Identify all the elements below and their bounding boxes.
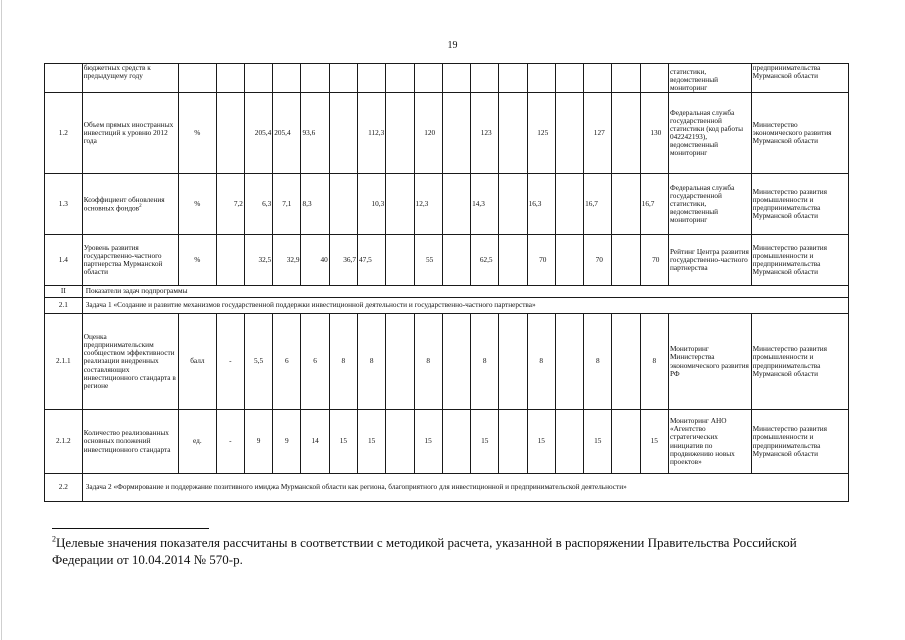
cell-value: 15 (584, 410, 612, 474)
cell-value: 62,5 (471, 235, 499, 286)
cell-value: 205,4 (244, 93, 272, 174)
cell-value: 93,6 (301, 93, 329, 174)
cell-value: 5,5 (244, 314, 272, 410)
footnote-separator (52, 528, 209, 529)
cell-value (329, 93, 357, 174)
cell-num: 2.1.1 (45, 314, 83, 410)
cell-value: - (216, 410, 244, 474)
cell-value: 32,5 (244, 235, 272, 286)
indicators-table (44, 63, 849, 502)
cell-value: 125 (527, 93, 555, 174)
cell-value: 36,7 (329, 235, 357, 286)
cell-value (555, 235, 583, 286)
cell-value: 15 (640, 410, 668, 474)
cell-value (329, 174, 357, 235)
task-title: Задача 2 «Формирование и поддержание позитивного имиджа Мурманской области как региона, благоприятного для инвестиционной и предпринимательской деятельности» (82, 474, 848, 502)
footnote-mark: 2 (52, 534, 56, 544)
cell-indicator-name: бюджетных средств к предыдущему году (82, 64, 178, 93)
cell-value: - (216, 314, 244, 410)
cell-value: 123 (471, 93, 499, 174)
cell-value: 32,9 (273, 235, 301, 286)
cell-unit: % (179, 93, 217, 174)
cell-source: Федеральная служба государственной статистики, ведомственный мониторинг (668, 174, 751, 235)
cell-value: 120 (414, 93, 442, 174)
cell-unit: ед. (179, 410, 217, 474)
footnote-text: Целевые значения показателя рассчитаны в соответствии с методикой расчета, указанной в распоряжении Правительства Российской Федерации от 10.04.2014 № 570-р. (52, 535, 797, 567)
cell-value: 70 (527, 235, 555, 286)
footnote (52, 534, 832, 568)
cell-value (612, 174, 640, 235)
cell-indicator-name: Количество реализованных основных положений инвестиционного стандарта (82, 410, 178, 474)
table-row-1-4 (45, 235, 849, 286)
cell-value: 8 (584, 314, 612, 410)
cell-value: 112,3 (358, 93, 386, 174)
cell-value: 8 (471, 314, 499, 410)
table-row-1-3 (45, 174, 849, 235)
cell-value (216, 235, 244, 286)
cell-value: 70 (640, 235, 668, 286)
cell-value (612, 314, 640, 410)
cell-value: 9 (244, 410, 272, 474)
cell-source: Рейтинг Центра развития государственно-частного партнерства (668, 235, 751, 286)
cell-value (442, 174, 470, 235)
table-row-continuation (45, 64, 849, 93)
cell-value (612, 410, 640, 474)
cell-value: 16,7 (584, 174, 612, 235)
task-row-2-2 (45, 474, 849, 502)
cell-value: 8 (414, 314, 442, 410)
cell-source: Федеральная служба государственной статистики (код работы 042242193), ведомственный мониторинг (668, 93, 751, 174)
table-row-1-2 (45, 93, 849, 174)
cell-value: 14 (301, 410, 329, 474)
cell-value (442, 235, 470, 286)
cell-value: 7,2 (216, 174, 244, 235)
cell-value: 6,3 (244, 174, 272, 235)
cell-value: 15 (527, 410, 555, 474)
indicator-name-text: Коэффициент обновления основных фондов (83, 194, 165, 213)
cell-value (442, 93, 470, 174)
cell-responsible: Министерство развития промышленности и предпринимательства Мурманской области (751, 314, 848, 410)
cell-num: 1.2 (45, 93, 83, 174)
cell-source: Мониторинг АНО «Агентство стратегических инициатив по продвижению новых проектов» (668, 410, 751, 474)
cell-source: статистики, ведомственный мониторинг (668, 64, 751, 93)
table-row-2-1-1 (45, 314, 849, 410)
cell-responsible: Министерство развития промышленности и предпринимательства Мурманской области (751, 410, 848, 474)
cell-value: 10,3 (358, 174, 386, 235)
cell-num: 2.1.2 (45, 410, 83, 474)
cell-value (499, 235, 527, 286)
cell-unit (179, 64, 217, 93)
cell-value: 15 (329, 410, 357, 474)
cell-source: Мониторинг Министерства экономического развития РФ (668, 314, 751, 410)
cell-value (386, 314, 414, 410)
cell-num: 1.3 (45, 174, 83, 235)
cell-value (555, 410, 583, 474)
cell-value: 14,3 (471, 174, 499, 235)
footnote-ref: 2 (139, 203, 142, 209)
cell-value (442, 314, 470, 410)
cell-indicator-name: Оценка предпринимательским сообществом эффективности реализации внедренных составляющих инвестиционного стандарта в регионе (82, 314, 178, 410)
cell-value: 16,3 (527, 174, 555, 235)
cell-value: 6 (301, 314, 329, 410)
cell-responsible: Министерство развития промышленности и предпринимательства Мурманской области (751, 174, 848, 235)
cell-value (386, 174, 414, 235)
cell-responsible: Министерство экономического развития Мурманской области (751, 93, 848, 174)
task-title: Задача 1 «Создание и развитие механизмов государственной поддержки инвестиционной деятельности и государственно-частного партнерства» (82, 298, 848, 314)
cell-value (612, 235, 640, 286)
page-number: 19 (447, 40, 458, 51)
section-title: Показатели задач подпрограммы (82, 286, 848, 298)
cell-value (499, 410, 527, 474)
cell-unit: балл (179, 314, 217, 410)
cell-value: 7,1 (273, 174, 301, 235)
cell-value: 16,7 (640, 174, 668, 235)
cell-value: 127 (584, 93, 612, 174)
cell-value: 15 (414, 410, 442, 474)
cell-value (386, 235, 414, 286)
cell-value: 15 (358, 410, 386, 474)
cell-value (499, 93, 527, 174)
cell-value (555, 93, 583, 174)
task-row-2-1 (45, 298, 849, 314)
cell-value (499, 314, 527, 410)
cell-value: 205,4 (273, 93, 301, 174)
cell-value (555, 174, 583, 235)
cell-value (386, 410, 414, 474)
cell-value: 8 (358, 314, 386, 410)
task-number: 2.1 (45, 298, 83, 314)
cell-value (612, 93, 640, 174)
cell-unit: % (179, 174, 217, 235)
cell-value (442, 410, 470, 474)
cell-value (499, 174, 527, 235)
cell-value (216, 93, 244, 174)
section-row-ii (45, 286, 849, 298)
cell-value: 8 (329, 314, 357, 410)
table-row-2-1-2 (45, 410, 849, 474)
cell-value: 47,5 (358, 235, 386, 286)
cell-value: 9 (273, 410, 301, 474)
cell-value: 70 (584, 235, 612, 286)
task-number: 2.2 (45, 474, 83, 502)
cell-indicator-name (82, 174, 178, 235)
cell-value (386, 93, 414, 174)
cell-value: 6 (273, 314, 301, 410)
cell-value: 130 (640, 93, 668, 174)
cell-responsible: Министерство развития промышленности и предпринимательства Мурманской области (751, 235, 848, 286)
page-edge-line (1, 0, 2, 640)
cell-value: 55 (414, 235, 442, 286)
cell-value: 8 (527, 314, 555, 410)
cell-value: 12,3 (414, 174, 442, 235)
cell-value: 15 (471, 410, 499, 474)
cell-value: 8,3 (301, 174, 329, 235)
section-number: II (45, 286, 83, 298)
cell-num: 1.4 (45, 235, 83, 286)
cell-value (555, 314, 583, 410)
cell-responsible: предпринимательства Мурманской области (751, 64, 848, 93)
cell-value: 8 (640, 314, 668, 410)
cell-num (45, 64, 83, 93)
cell-indicator-name: Объем прямых иностранных инвестиций к уровню 2012 года (82, 93, 178, 174)
cell-unit: % (179, 235, 217, 286)
cell-value: 40 (301, 235, 329, 286)
cell-indicator-name: Уровень развития государственно-частного партнерства Мурманской области (82, 235, 178, 286)
